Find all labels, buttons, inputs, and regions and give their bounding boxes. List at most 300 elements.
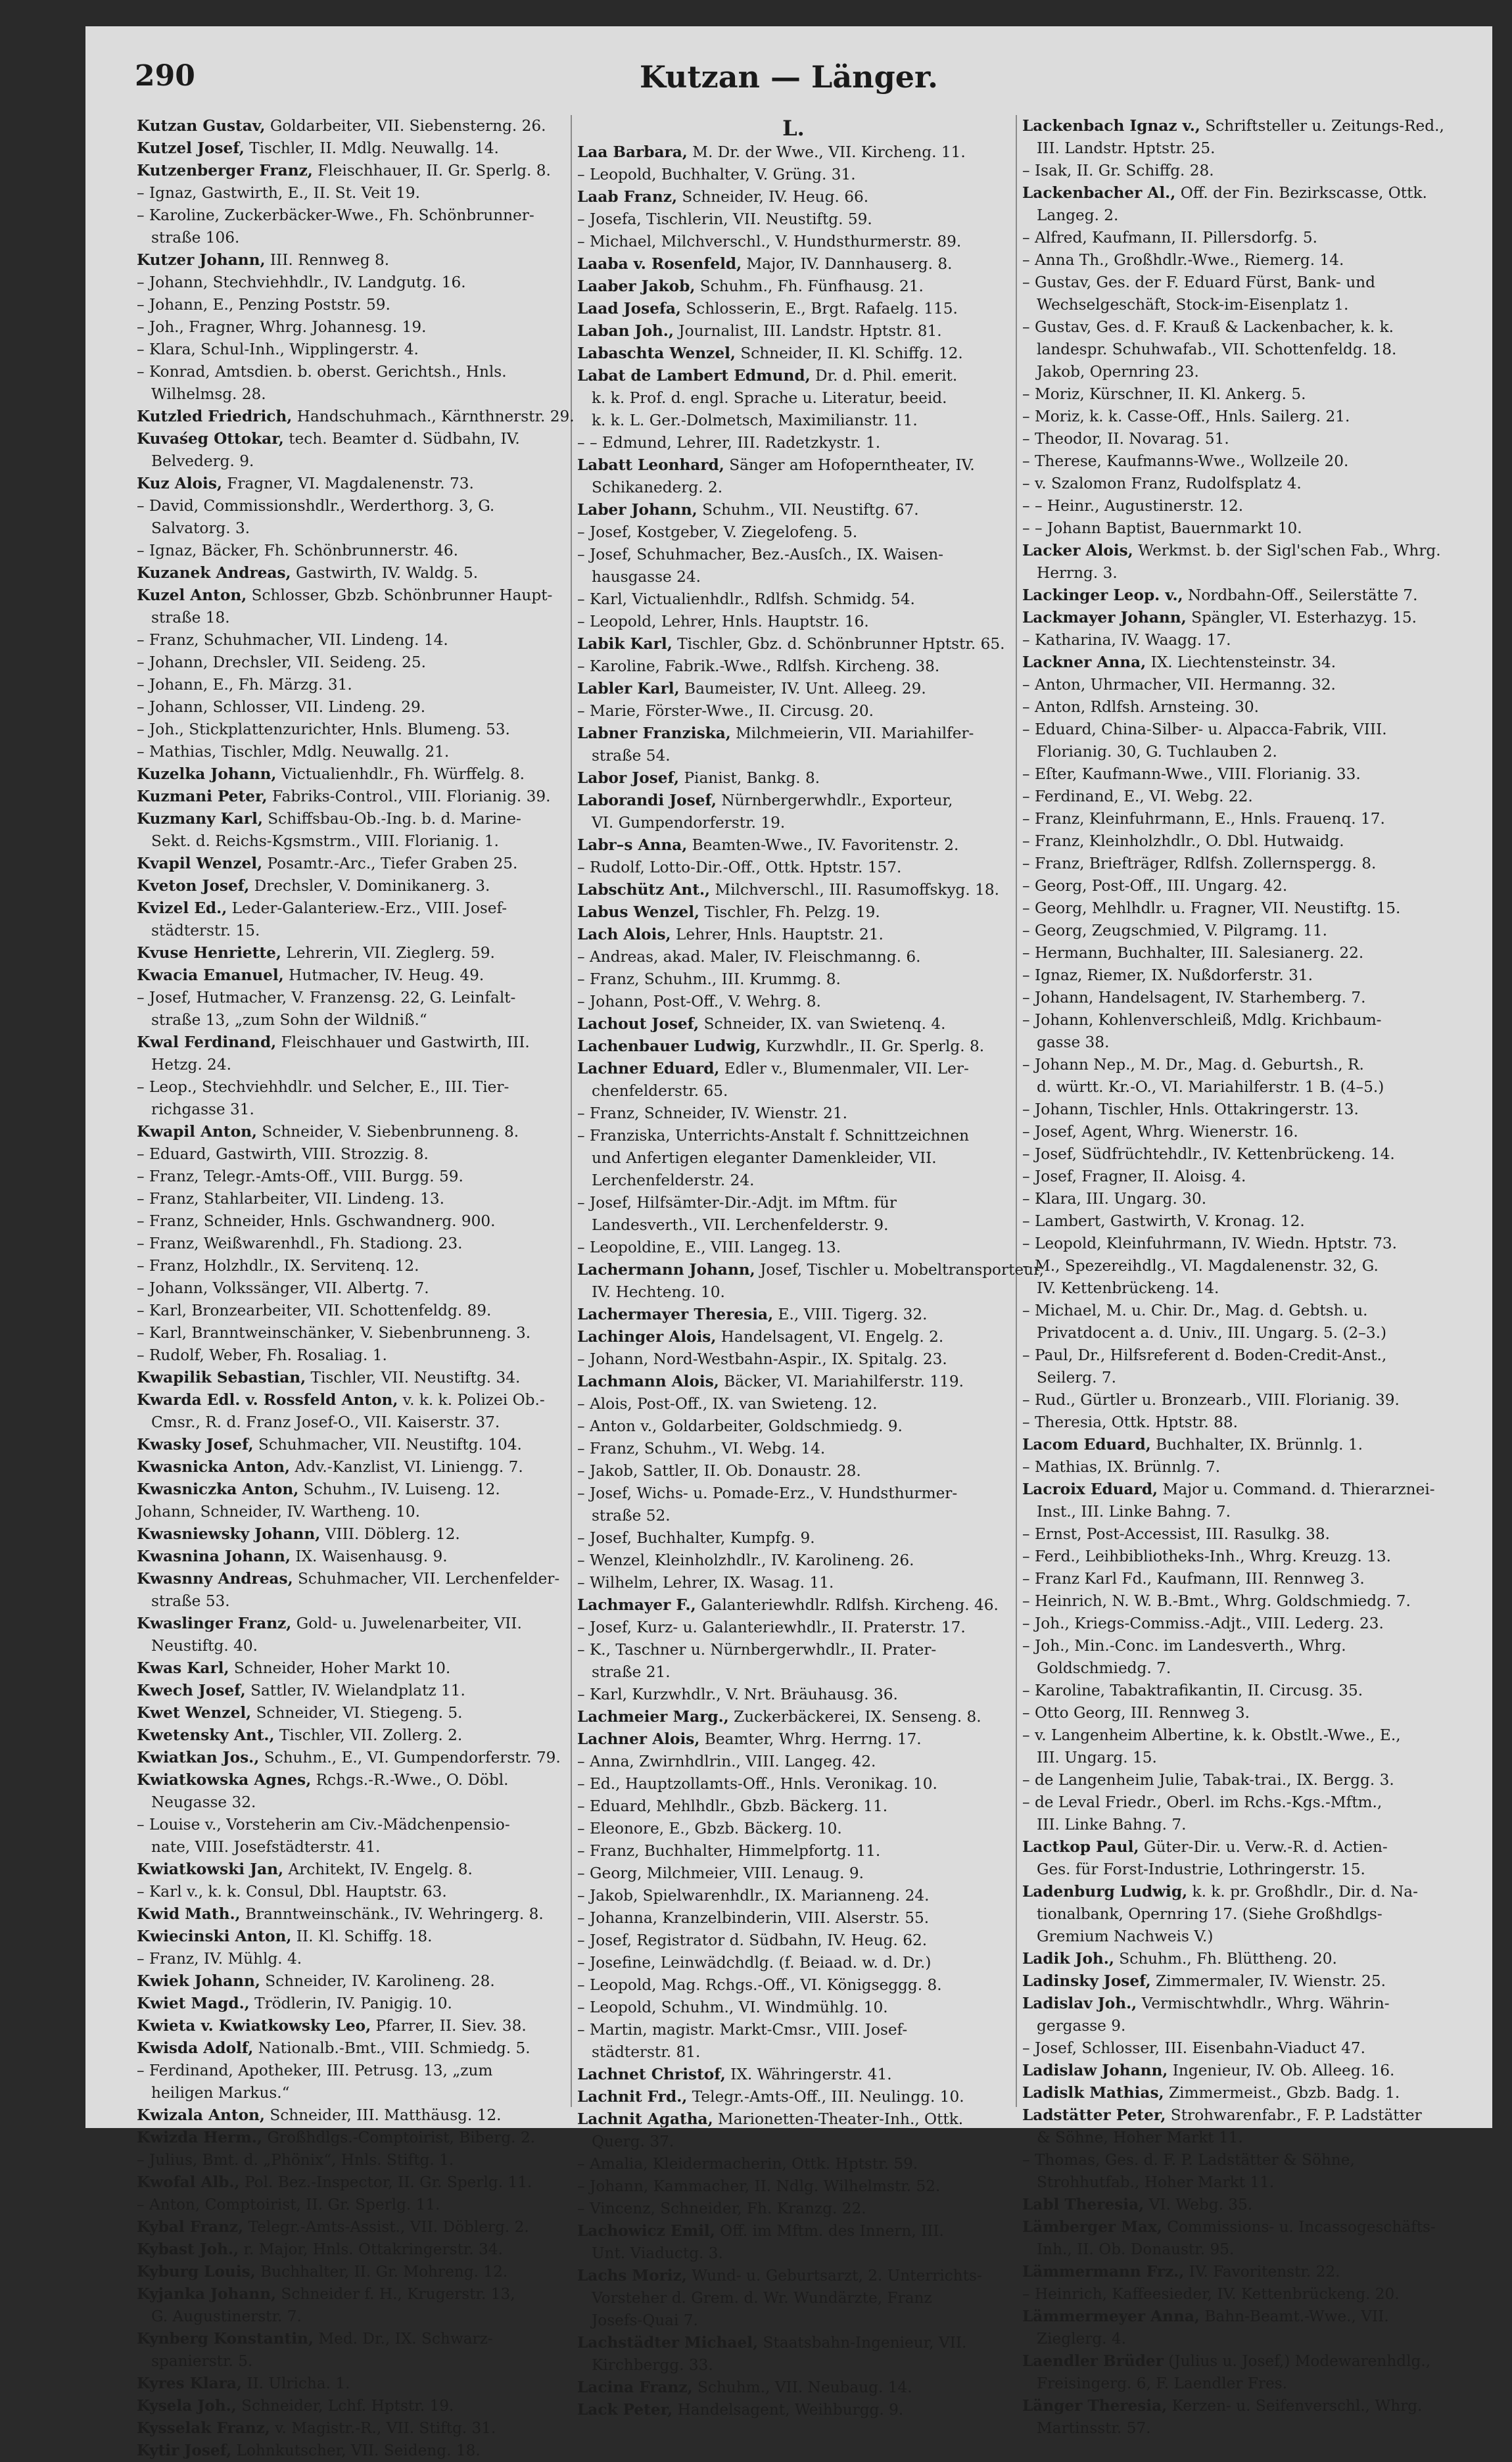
directory-entry-line: [577, 1192, 1010, 1214]
entry-text: und Anfertigen eleganter Damenkleider, VII.: [592, 1149, 937, 1167]
entry-text: Baumeister, IV. Unt. Alleeg. 29.: [679, 680, 926, 698]
directory-entry-line: [1022, 1277, 1456, 1300]
entry-text: – Franz, IV. Mühlg. 4.: [137, 1950, 302, 1968]
entry-text: Querg. 37.: [592, 2133, 674, 2150]
entry-text: – Karoline, Zuckerbäcker-Wwe., Fh. Schönbrunner-: [137, 206, 534, 224]
entry-surname: Lachermann Johann,: [577, 1261, 755, 1279]
directory-entry-line: [137, 1479, 565, 1501]
directory-entry-line: [1022, 204, 1456, 227]
entry-text: – Michael, Milchverschl., V. Hundsthurmerstr. 89.: [577, 233, 962, 250]
directory-entry-line: [137, 383, 565, 406]
entry-surname: Labik Karl,: [577, 635, 673, 653]
directory-entry-line: [577, 1281, 1010, 1304]
entry-surname: Kutzled Friedrich,: [137, 408, 293, 425]
entry-text: Inst., III. Linke Bahng. 7.: [1037, 1503, 1231, 1521]
entry-text: Schuhm., VII. Neubaug. 14.: [692, 2379, 912, 2396]
entry-text: Fleischhauer und Gastwirth, III.: [276, 1033, 530, 1051]
entry-text: Buchhalter, II. Gr. Mohreng. 12.: [255, 2263, 508, 2281]
entry-text: – Franziska, Unterrichts-Anstalt f. Schnittzeichnen: [577, 1127, 970, 1145]
directory-entry-line: [137, 2015, 565, 2037]
directory-entry-line: [577, 633, 1010, 655]
directory-entry-line: [137, 1657, 565, 1680]
directory-entry-line: [137, 1255, 565, 1277]
entry-text: Galanteriewhdlr. Rdlfsh. Kircheng. 46.: [696, 1596, 999, 1614]
entry-text: – Wenzel, Kleinholzhdlr., IV. Karolineng. 26.: [577, 1551, 914, 1569]
entry-text: IV. Kettenbrückeng. 14.: [1037, 1279, 1219, 1297]
directory-entry-line: [1022, 160, 1456, 182]
entry-text: – Mathias, IX. Brünnlg. 7.: [1022, 1458, 1221, 1476]
entry-text: – Franz, Kleinfuhrmann, E., Hnls. Frauenq. 17.: [1022, 810, 1385, 828]
entry-surname: Kwasnicka Anton,: [137, 1458, 291, 1476]
directory-entry-line: [137, 1613, 565, 1635]
entry-text: – – Edmund, Lehrer, III. Radetzkystr. 1.: [577, 434, 881, 452]
entry-text: straße 18.: [151, 609, 230, 627]
directory-entry-line: [1022, 1009, 1456, 1031]
directory-entry-line: [137, 1881, 565, 1903]
entry-text: Zimmermaler, IV. Wienstr. 25.: [1150, 1972, 1386, 1990]
directory-entry-line: [137, 674, 565, 696]
directory-entry-line: [1022, 361, 1456, 383]
directory-entry-line: [1022, 1523, 1456, 1546]
directory-entry-line: [1022, 786, 1456, 808]
entry-text: Journalist, III. Landstr. Hptstr. 81.: [673, 322, 942, 340]
directory-entry-line: [137, 2440, 565, 2462]
entry-surname: Lachermayer Theresia,: [577, 1306, 774, 1323]
entry-surname: Labr–s Anna,: [577, 836, 688, 854]
directory-entry-line: [137, 428, 565, 450]
directory-entry-line: [137, 1389, 565, 1411]
entry-text: Lehrer, Hnls. Hauptstr. 21.: [671, 926, 884, 943]
directory-entry-line: [1022, 942, 1456, 964]
directory-entry-line: [577, 1527, 1010, 1550]
directory-entry-line: [137, 696, 565, 719]
directory-entry-line: [1022, 383, 1456, 406]
entry-text: – Josefa, Tischlerin, VII. Neustiftg. 59.: [577, 210, 872, 228]
entry-surname: Kwizda Herm.,: [137, 2129, 262, 2146]
directory-entry-line: [1022, 428, 1456, 450]
directory-entry-line: [1022, 1858, 1456, 1881]
entry-text: – Ernst, Post-Accessist, III. Rasulkg. 38.: [1022, 1525, 1330, 1543]
directory-entry-line: [577, 1929, 1010, 1952]
directory-entry-line: [577, 231, 1010, 253]
entry-text: Handelsagent, VI. Engelg. 2.: [716, 1328, 944, 1346]
entry-surname: Länger Theresia,: [1022, 2397, 1168, 2415]
directory-entry-line: [1022, 1590, 1456, 1613]
entry-text: Drechsler, V. Dominikanerg. 3.: [249, 877, 490, 895]
directory-entry-line: [1022, 2037, 1456, 2060]
directory-entry-line: [1022, 1724, 1456, 1747]
entry-surname: Laber Johann,: [577, 501, 697, 519]
directory-entry-line: [577, 1393, 1010, 1415]
directory-entry-line: [1022, 2216, 1456, 2238]
entry-text: Handelsagent, Weihburgg. 9.: [673, 2401, 904, 2419]
entry-text: – Johann, E., Penzing Poststr. 59.: [137, 296, 390, 314]
directory-entry-line: [137, 2216, 565, 2238]
directory-entry-line: [577, 2242, 1010, 2265]
directory-entry-line: [137, 1590, 565, 1613]
directory-entry-line: [137, 853, 565, 875]
directory-entry-line: [137, 1635, 565, 1657]
directory-entry-line: [577, 2399, 1010, 2421]
entry-text: – Josef, Schuhmacher, Bez.-Ausſch., IX. Waisen-: [577, 546, 943, 563]
entry-text: städterstr. 81.: [592, 2043, 701, 2061]
directory-entry-line: [1022, 1210, 1456, 1233]
directory-entry-line: [1022, 1076, 1456, 1099]
entry-text: – Georg, Milchmeier, VIII. Lenaug. 9.: [577, 1864, 864, 1882]
entry-surname: Lackmayer Johann,: [1022, 609, 1187, 627]
entry-text: straße 54.: [592, 747, 671, 765]
entry-surname: Kwasky Josef,: [137, 1436, 254, 1454]
entry-text: Josef, Tischler u. Mobeltransporteur,: [755, 1261, 1044, 1279]
entry-text: Herrng. 3.: [1037, 564, 1118, 582]
entry-text: – Julius, Bmt. d. „Phönix“, Hnls. Stiftg. 1.: [137, 2151, 454, 2169]
entry-surname: Kuzel Anton,: [137, 586, 247, 604]
directory-entry-line: [137, 406, 575, 428]
entry-text: Bäcker, VI. Mariahilferstr. 119.: [719, 1373, 964, 1390]
directory-entry-line: [137, 204, 565, 227]
entry-surname: Labner Franziska,: [577, 724, 731, 742]
directory-entry-line: [577, 566, 1010, 588]
entry-text: – Leopold, Kleinfuhrmann, IV. Wiedn. Hptstr. 73.: [1022, 1235, 1398, 1252]
page-number: 290: [135, 59, 195, 93]
entry-text: chenfelderstr. 65.: [592, 1082, 728, 1100]
entry-text: Commissions- u. Incassogeschäfts-: [1162, 2218, 1436, 2236]
entry-text: landespr. Schuhwafab., VII. Schottenfeldg. 18.: [1037, 341, 1397, 358]
entry-text: (Julius u. Josef,) Modewarenhdlg.,: [1163, 2352, 1431, 2370]
directory-entry-line: [577, 320, 1010, 343]
entry-text: – Ferdinand, Apotheker, III. Petrusg. 13, „zum: [137, 2062, 493, 2079]
directory-entry-line: [577, 1862, 1010, 1885]
directory-entry-line: [1022, 696, 1456, 719]
directory-entry-line: [137, 227, 565, 249]
entry-surname: Laendler Brüder: [1022, 2352, 1164, 2370]
entry-text: – Josef, Buchhalter, Kumpfg. 9.: [577, 1529, 815, 1547]
entry-text: – Isak, II. Gr. Schiffg. 28.: [1022, 162, 1214, 179]
directory-entry-line: [577, 1371, 1010, 1393]
entry-text: städterstr. 15.: [151, 922, 260, 939]
entry-text: Telegr.-Amts-Off., III. Neulingg. 10.: [687, 2088, 964, 2106]
directory-entry-line: [137, 2283, 565, 2306]
directory-entry-line: [1022, 1344, 1456, 1367]
directory-entry-line: [1022, 1926, 1456, 1948]
entry-surname: Lachout Josef,: [577, 1015, 699, 1033]
entry-surname: Labat de Lambert Edmund,: [577, 367, 811, 385]
directory-entry-line: [137, 1009, 565, 1031]
entry-text: straße 21.: [592, 1663, 671, 1681]
directory-entry-line: [137, 2417, 565, 2440]
directory-entry-line: [1022, 1702, 1456, 1724]
entry-text: – Leop., Stechviehhdlr. und Selcher, E., III. Tier-: [137, 1078, 509, 1096]
entry-text: v. Magistr.-R., VII. Stiftg. 31.: [270, 2419, 496, 2437]
directory-entry-line: [137, 339, 565, 361]
directory-entry-line: [1022, 584, 1456, 607]
entry-text: Werkmst. b. der Sigl'schen Fab., Whrg.: [1133, 542, 1441, 559]
entry-surname: Labl Theresia,: [1022, 2196, 1145, 2213]
entry-text: – Karoline, Fabrik.-Wwe., Rdlfsh. Kircheng. 38.: [577, 657, 940, 675]
directory-entry-line: [137, 2350, 565, 2373]
directory-entry-line: [1022, 808, 1456, 830]
entry-text: – Alois, Post-Off., IX. van Swieteng. 12.: [577, 1395, 878, 1413]
directory-entry-line: [137, 2395, 565, 2417]
entry-text: Schikanederg. 2.: [592, 479, 723, 496]
directory-entry-line: [1022, 920, 1456, 942]
directory-entry-line: [577, 1550, 1010, 1572]
entry-text: – Johann, Kammacher, II. Ndlg. Wilhelmstr. 52.: [577, 2177, 941, 2195]
directory-entry-line: [1022, 2104, 1456, 2127]
entry-text: E., VIII. Tigerg. 32.: [773, 1306, 928, 1323]
entry-text: – Josef, Wichs- u. Pomade-Erz., V. Hundsthurmer-: [577, 1484, 958, 1502]
directory-entry-line: [137, 942, 565, 964]
entry-text: – Franz, Schneider, Hnls. Gschwandnerg. 900.: [137, 1212, 496, 1230]
entry-text: Schlosser, Gbzb. Schönbrunner Haupt-: [247, 586, 553, 604]
directory-entry-line: [577, 991, 1010, 1013]
column-2: [577, 115, 1044, 2419]
entry-text: – Eduard, Gastwirth, VIII. Strozzig. 8.: [137, 1145, 429, 1163]
entry-text: Goldschmiedg. 7.: [1037, 1659, 1171, 1677]
entry-text: – Vincenz, Schneider, Fh. Kranzg. 22.: [577, 2200, 866, 2217]
entry-text: Langeg. 2.: [1037, 206, 1119, 224]
entry-text: hausgasse 24.: [592, 568, 701, 586]
entry-surname: Labor Josef,: [577, 769, 680, 787]
directory-entry-line: [137, 2082, 565, 2104]
entry-text: Nationalb.-Bmt., VIII. Schmiedg. 5.: [253, 2039, 531, 2057]
entry-text: Schuhm., E., VI. Gumpendorferstr. 79.: [259, 1749, 561, 1766]
entry-text: – Franz, Telegr.-Amts-Off., VIII. Burgg. 59.: [137, 1168, 463, 1185]
entry-text: Lehrerin, VII. Zieglerg. 59.: [281, 944, 495, 962]
directory-entry-line: [577, 2153, 1010, 2175]
directory-entry-line: [1022, 853, 1456, 875]
directory-entry-line: [1022, 2373, 1456, 2395]
entry-text: – Franz, Briefträger, Rdlfsh. Zollernspergg. 8.: [1022, 855, 1377, 872]
entry-surname: Kwiek Johann,: [137, 1972, 260, 1990]
entry-surname: Lachinger Alois,: [577, 1328, 717, 1346]
directory-entry-line: [577, 2332, 1010, 2354]
entry-text: – Joh., Min.-Conc. im Landesverth., Whrg.: [1022, 1637, 1346, 1655]
entry-text: – Karoline, Tabaktrafikantin, II. Circusg. 35.: [1022, 1682, 1363, 1699]
entry-surname: Kwasnina Johann,: [137, 1548, 291, 1565]
entry-text: – Josefine, Leinwädchdlg. (f. Beiaad. w. d. Dr.): [577, 1954, 932, 1972]
entry-text: – Joh., Kriegs-Commiss.-Adjt., VIII. Lederg. 23.: [1022, 1615, 1384, 1632]
entry-surname: Lacina Franz,: [577, 2379, 693, 2396]
directory-entry-line: [1022, 1568, 1456, 1590]
directory-entry-line: [577, 1818, 1010, 1840]
directory-entry-line: [137, 808, 565, 830]
directory-entry-line: [137, 830, 565, 853]
directory-entry-line: [1022, 1233, 1456, 1255]
entry-text: Schuhm., Fh. Fünfhausg. 21.: [695, 277, 924, 295]
entry-surname: Kwasniczka Anton,: [137, 1480, 299, 1498]
directory-entry-line: [1022, 2082, 1456, 2104]
entry-text: Zimmermeist., Gbzb. Badg. 1.: [1164, 2084, 1400, 2102]
directory-entry-line: [137, 1076, 565, 1099]
entry-surname: Kysselak Franz,: [137, 2419, 270, 2437]
directory-entry-line: [137, 1344, 565, 1367]
directory-entry-line: [577, 521, 1010, 544]
entry-text: – Johanna, Kranzelbinderin, VIII. Alserstr. 55.: [577, 1909, 930, 1927]
entry-surname: Lachner Alois,: [577, 1730, 700, 1748]
entry-text: – Anna, Zwirnhdlrin., VIII. Langeg. 42.: [577, 1753, 876, 1770]
entry-text: Beamten-Wwe., IV. Favoritenstr. 2.: [687, 836, 959, 854]
directory-entry-line: [137, 651, 565, 674]
directory-entry-line: [137, 1456, 565, 1479]
directory-entry-line: [577, 1594, 1010, 1617]
directory-entry-line: [1022, 2395, 1456, 2417]
entry-text: Unt. Viaductg. 3.: [592, 2244, 723, 2262]
entry-text: straße 52.: [592, 1507, 671, 1525]
directory-entry-line: [577, 1214, 1010, 1237]
entry-surname: Lach Alois,: [577, 926, 671, 943]
directory-entry-line: [577, 1259, 1044, 1281]
entry-text: Strohhutfab., Hoher Markt 11.: [1037, 2173, 1275, 2191]
directory-entry-line: [577, 2108, 1010, 2131]
directory-entry-line: [1022, 2194, 1456, 2216]
entry-text: Belvederg. 9.: [151, 452, 254, 470]
entry-surname: Labschütz Ant.,: [577, 881, 711, 899]
entry-text: Gremium Nachweis V.): [1037, 1928, 1214, 1945]
entry-surname: Kyres Klara,: [137, 2375, 242, 2392]
entry-text: – Karl, Branntweinschänker, V. Siebenbrunneng. 3.: [137, 1324, 531, 1342]
directory-entry-line: [577, 1035, 1010, 1058]
entry-surname: Lack Peter,: [577, 2401, 673, 2419]
entry-text: II. Ulricha. 1.: [241, 2375, 350, 2392]
entry-surname: Lachmeier Marg.,: [577, 1708, 729, 1726]
directory-entry-line: [137, 450, 565, 473]
entry-text: Schneider, Hoher Markt 10.: [229, 1659, 451, 1677]
directory-entry-line: [577, 2019, 1010, 2041]
directory-entry-line: [577, 968, 1010, 991]
entry-surname: Ladinsky Josef,: [1022, 1972, 1151, 1990]
entry-text: Schuhmacher, VII. Lerchenfelder-: [293, 1570, 560, 1588]
directory-entry-line: [137, 1188, 565, 1210]
directory-entry-line: [577, 208, 1010, 231]
entry-surname: Ladislav Joh.,: [1022, 1995, 1137, 2012]
directory-entry-line: [577, 767, 1010, 790]
directory-entry-line: [577, 901, 1010, 924]
directory-entry-line: [1022, 1546, 1456, 1568]
entry-text: Schneider, IX. van Swietenq. 4.: [699, 1015, 946, 1033]
entry-text: Rchgs.-R.-Wwe., O. Döbl.: [311, 1771, 509, 1789]
entry-text: Trödlerin, IV. Panigig. 10.: [249, 1995, 452, 2012]
entry-text: III. Landstr. Hptstr. 25.: [1037, 139, 1216, 157]
entry-text: – Rud., Gürtler u. Bronzearb., VIII. Florianig. 39.: [1022, 1391, 1400, 1409]
entry-text: Lohnkutscher, VII. Seideng. 18.: [231, 2442, 481, 2459]
directory-entry-line: [1022, 607, 1456, 629]
entry-text: spanierstr. 5.: [151, 2352, 253, 2370]
entry-text: – Moriz, k. k. Casse-Off., Hnls. Sailerg. 21.: [1022, 408, 1350, 425]
directory-entry-line: [1022, 987, 1456, 1009]
entry-surname: Kybal Franz,: [137, 2218, 244, 2236]
entry-text: – Josef, Hutmacher, V. Franzensg. 22, G. Leinfalt-: [137, 989, 516, 1006]
entry-text: Bahn-Beamt.-Wwe., VII.: [1199, 2308, 1389, 2325]
entry-text: Sattler, IV. Wielandplatz 11.: [245, 1682, 465, 1699]
entry-text: Jakob, Opernring 23.: [1037, 363, 1199, 381]
entry-text: Inh., II. Ob. Donaustr. 95.: [1037, 2240, 1235, 2258]
directory-entry-line: [137, 763, 565, 786]
page-header: [85, 59, 1492, 118]
entry-surname: Kutzer Johann,: [137, 251, 266, 269]
directory-entry-line: [137, 1501, 565, 1523]
entry-text: – Johann, E., Fh. Märzg. 31.: [137, 676, 352, 694]
running-title: Kutzan — Länger.: [639, 59, 939, 95]
directory-entry-line: [1022, 763, 1456, 786]
directory-entry-line: [137, 1970, 565, 1993]
entry-text: Güter-Dir. u. Verw.-R. d. Actien-: [1139, 1838, 1388, 1856]
directory-entry-line: [577, 1840, 1010, 1862]
directory-entry-line: [577, 2309, 1010, 2332]
entry-text: VI. Webg. 35.: [1144, 2196, 1253, 2213]
entry-text: r. Major, Hnls. Ottakringerstr. 34.: [239, 2240, 503, 2258]
entry-text: Florianig. 30, G. Tuchlauben 2.: [1037, 743, 1277, 761]
entry-surname: Kuz Alois,: [137, 475, 222, 492]
entry-surname: Kwet Wenzel,: [137, 1704, 252, 1722]
entry-text: – Klara, Schul-Inh., Wipplingerstr. 4.: [137, 341, 419, 358]
entry-text: III. Linke Bahng. 7.: [1037, 1816, 1187, 1834]
directory-entry-line: [577, 1348, 1010, 1371]
directory-entry-line: [577, 1080, 1010, 1102]
directory-entry-line: [577, 1907, 1010, 1929]
directory-entry-line: [137, 719, 565, 741]
entry-text: – Theodor, II. Novarag. 51.: [1022, 430, 1229, 448]
directory-entry-line: [137, 1099, 565, 1121]
entry-surname: Lackenbach Ignaz v.,: [1022, 117, 1200, 135]
directory-entry-line: [577, 1974, 1010, 1997]
directory-entry-line: [137, 1411, 565, 1434]
entry-text: – Franz, Schuhm., VI. Webg. 14.: [577, 1440, 826, 1457]
entry-text: – Hermann, Buchhalter, III. Salesianerg. 22.: [1022, 944, 1364, 962]
entry-text: Pfarrer, II. Siev. 38.: [371, 2017, 527, 2035]
entry-surname: Lacker Alois,: [1022, 542, 1133, 559]
directory-entry-line: [137, 964, 565, 987]
entry-text: Seilerg. 7.: [1037, 1369, 1116, 1386]
directory-entry-line: [577, 275, 1010, 298]
entry-text: – de Langenheim Julie, Tabak-trai., IX. Bergg. 3.: [1022, 1771, 1394, 1789]
directory-entry-line: [1022, 2149, 1456, 2171]
directory-entry-line: [137, 920, 565, 942]
directory-entry-line: [1022, 674, 1456, 696]
entry-text: – Ed., Hauptzollamts-Off., Hnls. Veronikag. 10.: [577, 1775, 937, 1793]
entry-text: – Josef, Südfrüchtehdlr., IV. Kettenbrückeng. 14.: [1022, 1145, 1395, 1163]
directory-entry-line: [137, 1121, 565, 1143]
entry-surname: Kwiecinski Anton,: [137, 1928, 292, 1945]
entry-text: – Josef, Agent, Whrg. Wienerstr. 16.: [1022, 1123, 1298, 1141]
entry-surname: Lämberger Max,: [1022, 2218, 1162, 2236]
directory-entry-line: [1022, 406, 1456, 428]
entry-text: Schneider f. H., Krugerstr. 13,: [276, 2285, 515, 2303]
directory-entry-line: [577, 1885, 1010, 1907]
entry-surname: Lacroix Eduard,: [1022, 1480, 1158, 1498]
directory-entry-line: [577, 1505, 1010, 1527]
entry-text: k. k. L. Ger.-Dolmetsch, Maximilianstr. 11.: [592, 412, 918, 429]
entry-text: Wilhelmsg. 28.: [151, 385, 266, 403]
entry-text: gergasse 9.: [1037, 2017, 1126, 2035]
directory-entry-line: [1022, 1121, 1456, 1143]
entry-text: – Karl, Bronzearbeiter, VII. Schottenfeldg. 89.: [137, 1302, 492, 1319]
entry-text: tionalbank, Opernring 17. (Siehe Großhdlgs-: [1037, 1905, 1382, 1923]
directory-entry-line: [137, 294, 565, 316]
directory-entry-line: [577, 588, 1010, 611]
entry-text: – Karl, Victualienhdlr., Rdlfsh. Schmidg. 54.: [577, 590, 915, 608]
directory-entry-line: [1022, 629, 1456, 651]
entry-text: Leder-Galanteriew.-Erz., VIII. Josef-: [227, 899, 508, 917]
entry-surname: Kytir Josef,: [137, 2442, 232, 2459]
entry-surname: Kuzmany Karl,: [137, 810, 263, 828]
directory-entry-line: [577, 1684, 1010, 1706]
entry-text: Landesverth., VII. Lerchenfelderstr. 9.: [592, 1216, 889, 1234]
directory-entry-line: [1022, 249, 1456, 272]
directory-entry-line: [137, 1680, 565, 1702]
directory-entry-line: [1022, 1322, 1456, 1344]
directory-entry-line: [137, 137, 565, 160]
